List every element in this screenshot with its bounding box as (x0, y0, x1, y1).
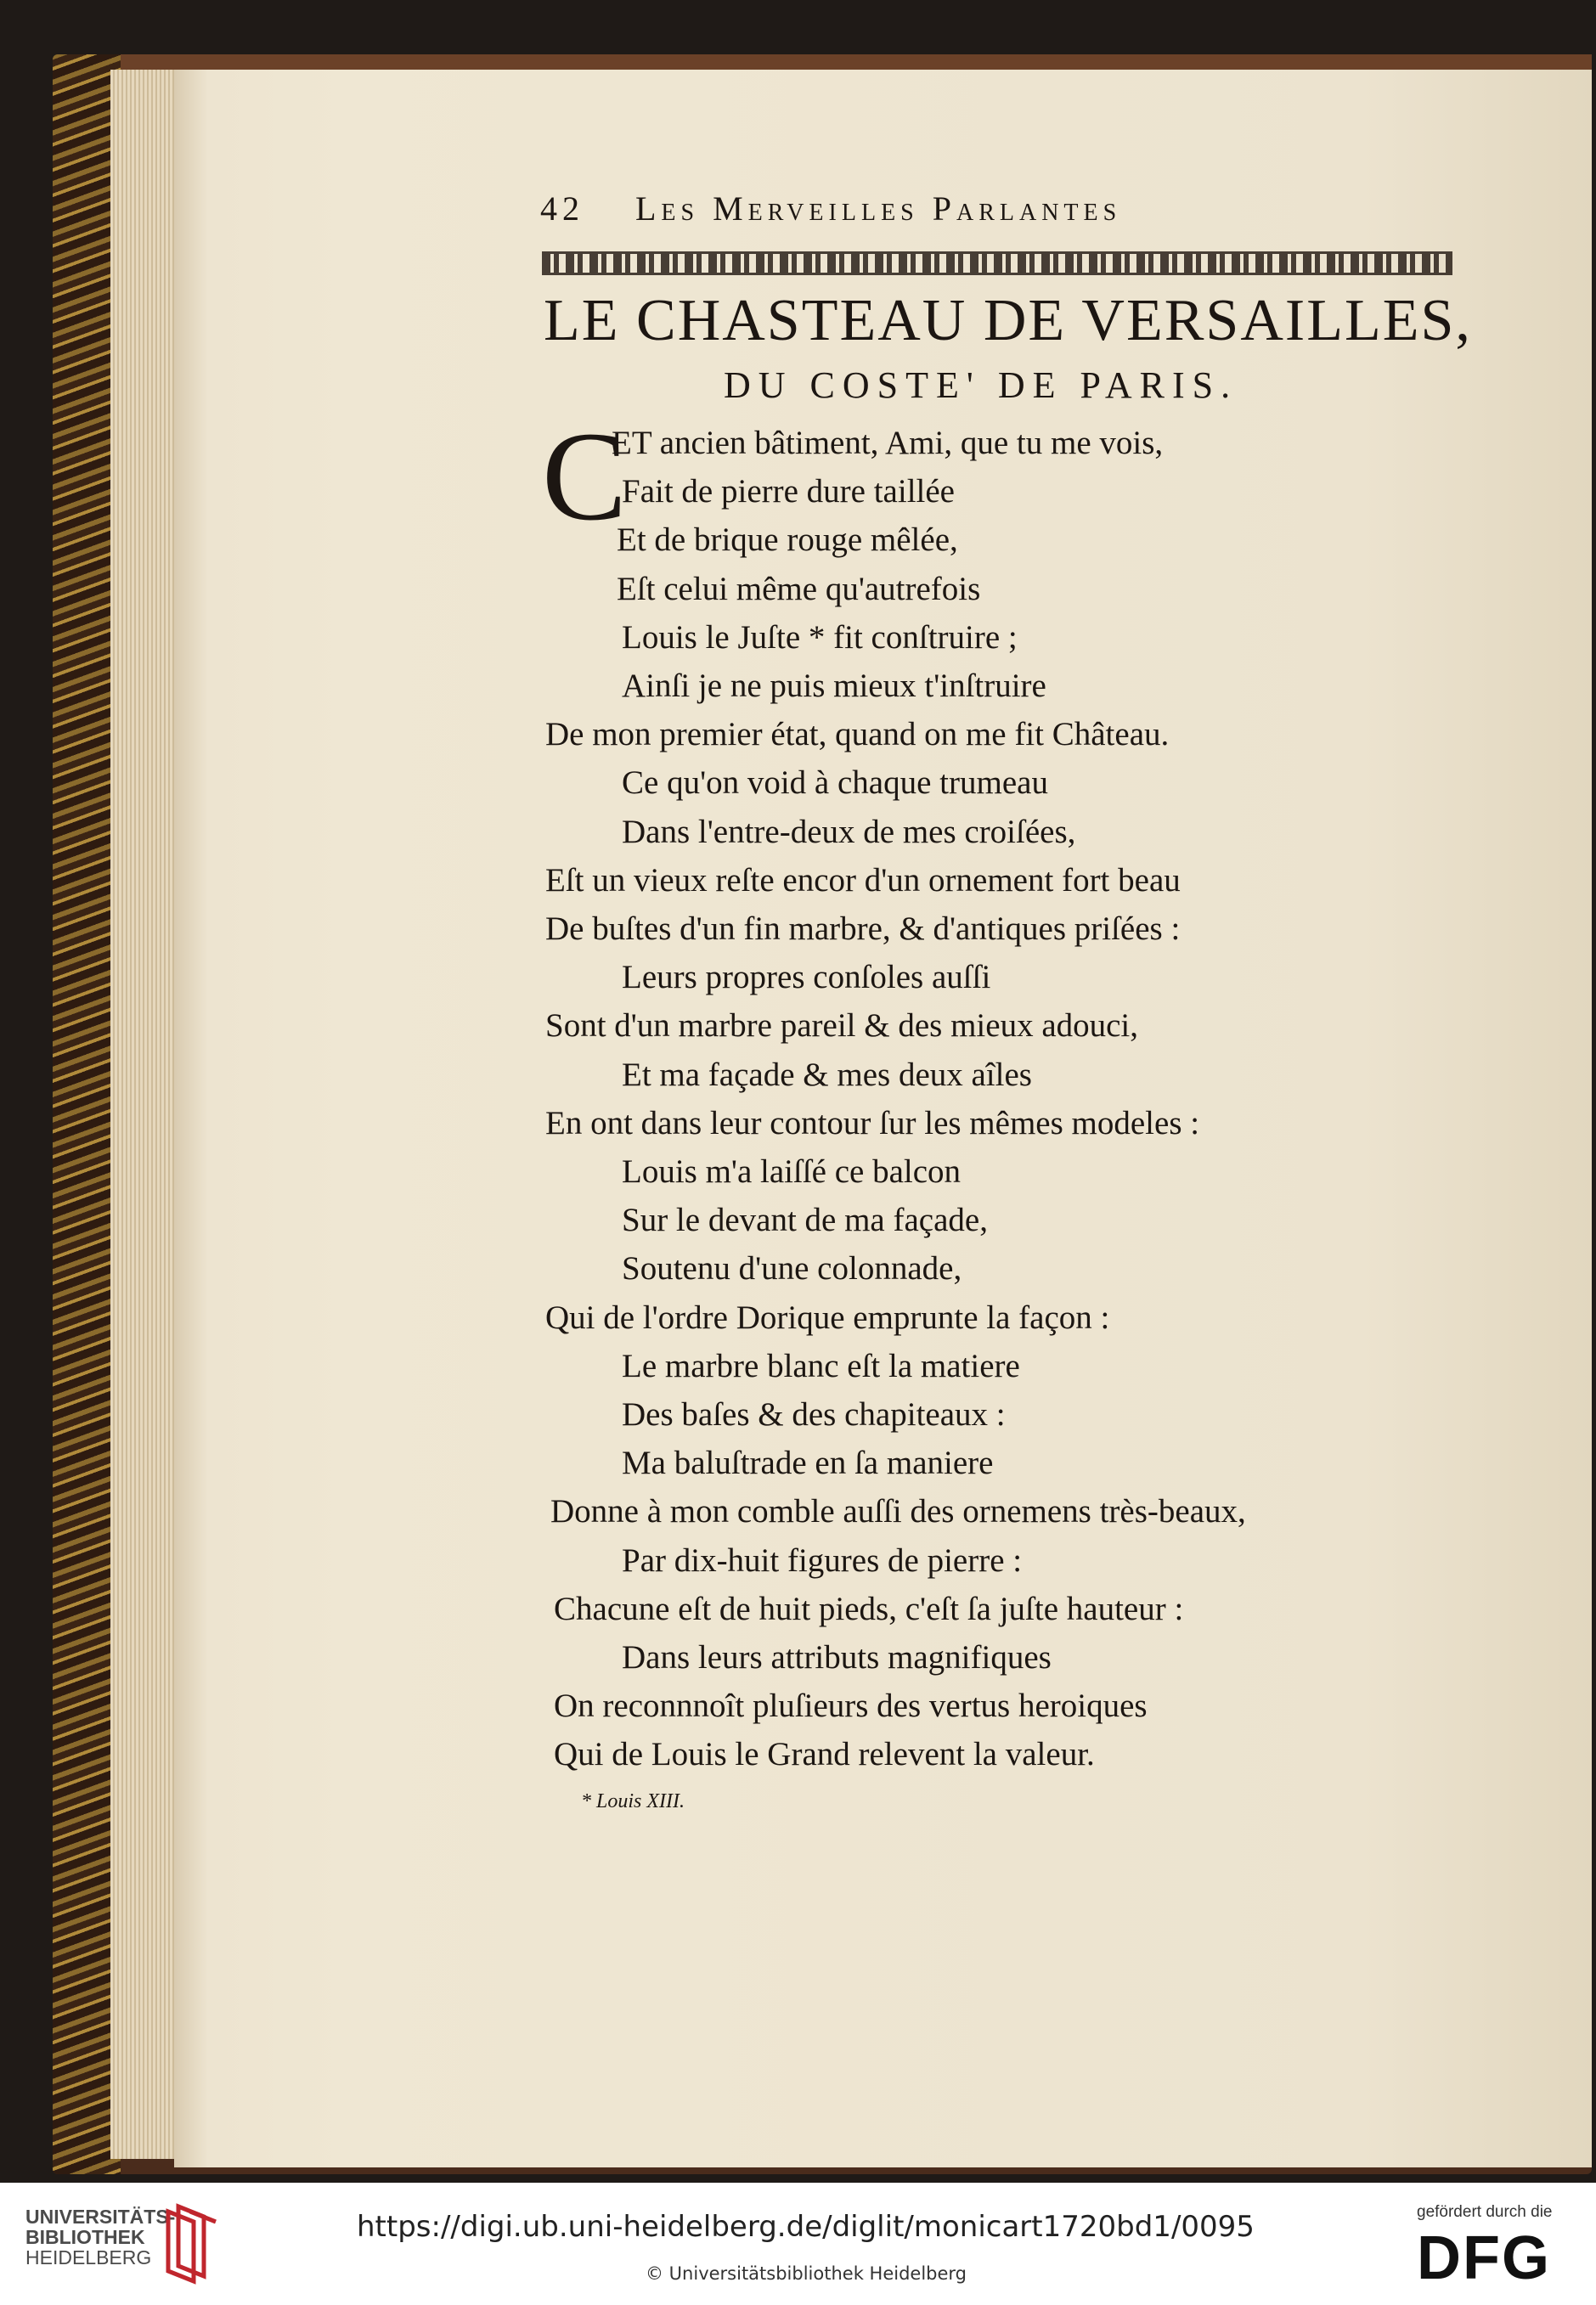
ornament-rule (542, 251, 1452, 275)
poem-line: De buſtes d'un fin marbre, & d'antiques priſées : (545, 910, 1181, 947)
copyright-notice: © Universitätsbibliothek Heidelberg (646, 2263, 967, 2284)
poem-line: En ont dans leur contour ſur les mêmes modeles : (545, 1105, 1200, 1141)
poem-line: Sur le devant de ma façade, (622, 1202, 988, 1238)
running-head-text: Les Merveilles Parlantes (635, 189, 1122, 228)
poem-line: Louis m'a laiſſé ce balcon (622, 1153, 962, 1190)
poem-line: Et de brique rouge mêlée, (617, 521, 958, 558)
poem-line: Ainſi je ne puis mieux t'inſtruire (622, 668, 1046, 704)
poem-line: Fait de pierre dure taillée (622, 473, 955, 510)
page-subtitle: DU COSTE' DE PARIS. (724, 364, 1238, 406)
footnote: * Louis XIII. (581, 1790, 685, 1812)
poem-line: Sont d'un marbre pareil & des mieux adouci, (545, 1007, 1139, 1044)
page-url-link[interactable]: https://digi.ub.uni-heidelberg.de/diglit/monicart1720bd1/0095 (357, 2210, 1255, 2244)
page-title: LE CHASTEAU DE VERSAILLES, (544, 288, 1472, 353)
dfg-logo[interactable]: DFG (1417, 2224, 1551, 2292)
poem-line: Qui de l'ordre Dorique emprunte la façon : (545, 1299, 1110, 1336)
logo-line-3: HEIDELBERG (25, 2246, 152, 2268)
poem-line: Ma baluſtrade en ſa maniere (622, 1445, 994, 1481)
poem-line: Des baſes & des chapiteaux : (622, 1396, 1006, 1433)
poem-line: On reconnnoît pluſieurs des vertus heroiques (554, 1688, 1148, 1724)
poem-line: Leurs propres conſoles auſſi (622, 959, 991, 995)
poem-line: Eſt un vieux reſte encor d'un ornement fort beau (545, 862, 1181, 899)
logo-line-2: BIBLIOTHEK (25, 2226, 145, 2248)
poem-line: Chacune eſt de huit pieds, c'eſt ſa juſte hauteur : (554, 1591, 1184, 1627)
poem-line: Soutenu d'une colonnade, (622, 1250, 962, 1287)
poem-line: Qui de Louis le Grand relevent la valeur. (554, 1736, 1095, 1772)
footer-bar (0, 2183, 1596, 2305)
poem-line: Dans l'entre-deux de mes croiſées, (622, 814, 1076, 850)
library-logo-text[interactable] (25, 2206, 175, 2268)
sponsor-label: gefördert durch die (1417, 2203, 1553, 2221)
page-edges (110, 70, 178, 2159)
page-number: 42 (540, 189, 584, 228)
poem-line: Eſt celui même qu'autrefois (617, 571, 981, 607)
running-head (540, 189, 1121, 228)
drop-cap: C (542, 406, 628, 547)
poem-line: ET ancien bâtiment, Ami, que tu me vois, (612, 425, 1164, 461)
poem-line: Et ma façade & mes deux aîles (622, 1057, 1032, 1093)
poem-line: Le marbre blanc eſt la matiere (622, 1348, 1020, 1384)
poem-line: De mon premier état, quand on me fit Château. (545, 716, 1170, 752)
poem-line: Ce qu'on void à chaque trumeau (622, 764, 1048, 801)
cover-top-edge (121, 54, 1592, 70)
poem-line: Par dix-huit figures de pierre : (622, 1542, 1023, 1579)
logo-line-1: UNIVERSITÄTS- (25, 2206, 176, 2228)
poem-line: Dans leurs attributs magnifiques (622, 1639, 1052, 1676)
library-logo-icon[interactable] (160, 2203, 221, 2285)
poem-line: Donne à mon comble auſſi des ornemens très-beaux, (550, 1493, 1246, 1530)
poem-line: Louis le Juſte * fit conſtruire ; (622, 619, 1018, 656)
